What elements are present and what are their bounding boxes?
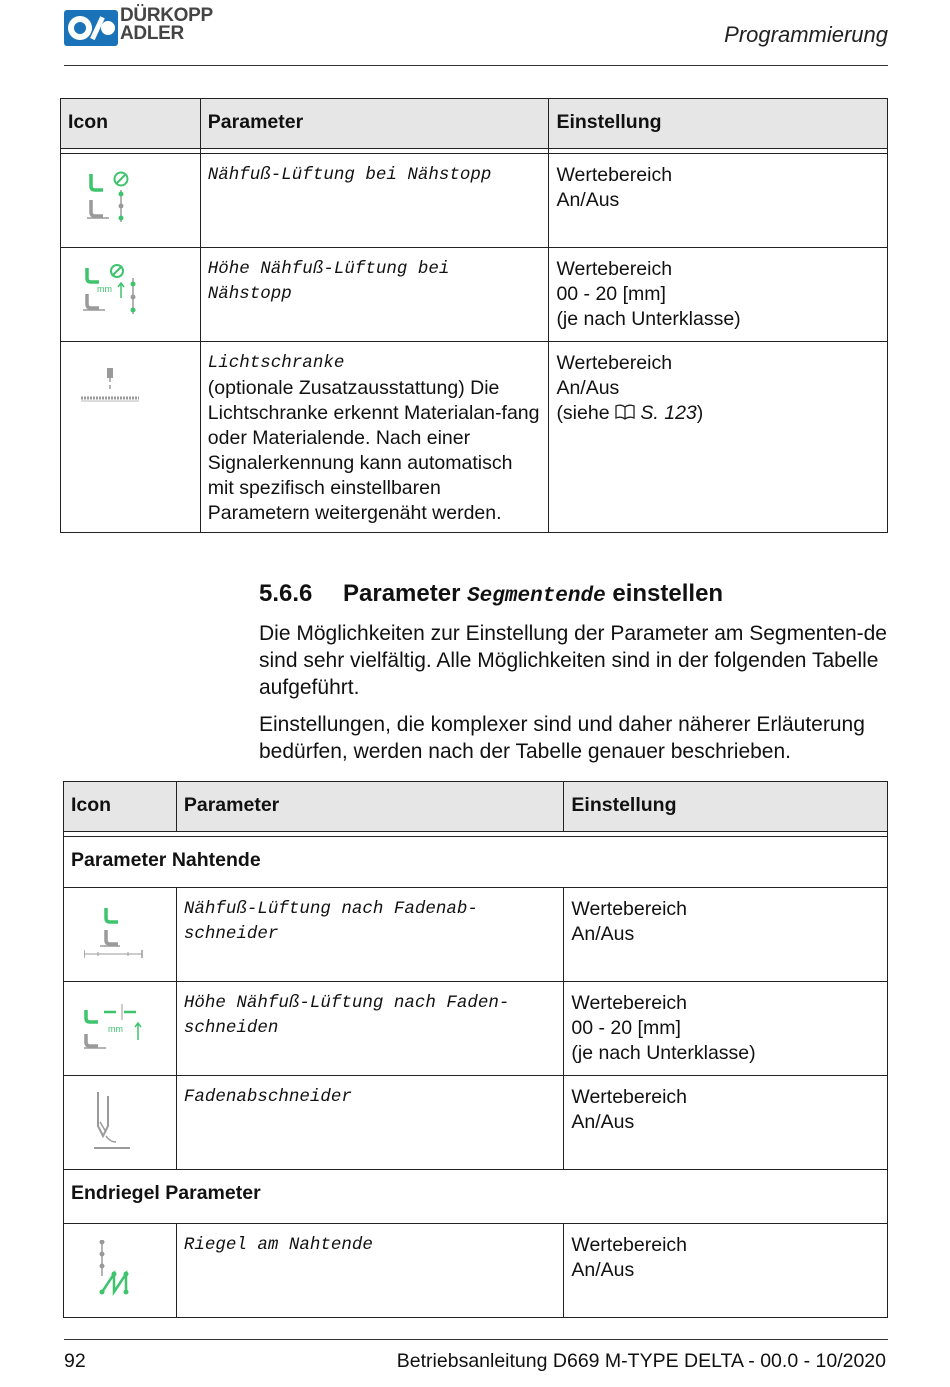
param-name: Fadenabschneider bbox=[183, 1087, 352, 1107]
setting-cell bbox=[564, 982, 888, 1076]
param-cell bbox=[176, 888, 564, 982]
group-row bbox=[64, 837, 888, 888]
brand-name bbox=[120, 7, 213, 43]
col-header-icon: Icon bbox=[64, 782, 177, 832]
section-heading bbox=[259, 580, 723, 608]
icon-cell bbox=[64, 1224, 177, 1318]
brand-line-1: DÜRKOPP bbox=[120, 5, 213, 26]
setting-label: Wertebereich bbox=[556, 352, 673, 374]
group-title-seam-end: Parameter Nahtende bbox=[64, 837, 888, 888]
reference-link[interactable]: S. 123 bbox=[640, 402, 697, 424]
setting-value: An/Aus bbox=[571, 923, 635, 945]
param-cell bbox=[200, 248, 549, 342]
setting-note: (je nach Unterklasse) bbox=[556, 308, 741, 330]
table-row bbox=[61, 342, 888, 533]
section-title-suffix: einstellen bbox=[605, 580, 724, 607]
section-paragraph-2: Einstellungen, die komplexer sind und daher näherer Erläuterung bedürfen, werden nach der Tabelle genauer beschrieben. bbox=[259, 713, 865, 763]
param-name: Nähfuß-Lüftung nach Fadenab-schneider bbox=[183, 899, 478, 944]
table-row bbox=[61, 154, 888, 248]
setting-cell bbox=[549, 248, 888, 342]
param-cell bbox=[176, 1224, 564, 1318]
setting-label: Wertebereich bbox=[571, 1234, 688, 1256]
book-icon bbox=[615, 404, 635, 420]
presser-foot-height-stop-icon bbox=[81, 264, 145, 324]
table-header-row bbox=[61, 99, 888, 149]
param-cell bbox=[200, 342, 549, 533]
footer-divider bbox=[64, 1339, 888, 1340]
svg-text:mm: mm bbox=[108, 1024, 123, 1034]
setting-label: Wertebereich bbox=[556, 258, 673, 280]
icon-cell bbox=[61, 154, 201, 248]
setting-value: An/Aus bbox=[556, 377, 620, 399]
presser-foot-lift-after-trim-icon bbox=[84, 904, 148, 964]
param-name: Höhe Nähfuß-Lüftung bei Nähstopp bbox=[207, 259, 450, 304]
section-paragraph-1: Die Möglichkeiten zur Einstellung der Parameter am Segmenten-de sind sehr vielfältig. Alle Möglichkeiten sind in der folgenden Tabelle aufgeführt. bbox=[259, 622, 887, 699]
reference-suffix: ) bbox=[696, 402, 704, 424]
param-cell bbox=[176, 982, 564, 1076]
table-header-row bbox=[64, 782, 888, 832]
section-title-prefix: Parameter bbox=[343, 580, 468, 607]
setting-cell bbox=[564, 888, 888, 982]
chapter-title: Programmierung bbox=[724, 22, 888, 47]
setting-value: 00 - 20 [mm] bbox=[556, 283, 666, 305]
setting-cell bbox=[564, 1224, 888, 1318]
table-row bbox=[64, 888, 888, 982]
setting-label: Wertebereich bbox=[571, 1086, 688, 1108]
setting-value: An/Aus bbox=[571, 1259, 635, 1281]
col-header-setting: Einstellung bbox=[549, 99, 888, 149]
param-name: Nähfuß-Lüftung bei Nähstopp bbox=[207, 165, 492, 185]
svg-text:mm: mm bbox=[97, 284, 112, 294]
presser-foot-lift-stop-icon bbox=[81, 170, 141, 230]
light-barrier-icon bbox=[81, 358, 145, 408]
param-name: Höhe Nähfuß-Lüftung nach Faden-schneiden bbox=[183, 993, 510, 1038]
param-name: Riegel am Nahtende bbox=[183, 1235, 373, 1255]
setting-label: Wertebereich bbox=[556, 164, 673, 186]
setting-cell bbox=[549, 342, 888, 533]
param-name: Lichtschranke bbox=[207, 353, 345, 373]
header-divider bbox=[64, 65, 888, 66]
brand-line-2: ADLER bbox=[120, 23, 184, 44]
icon-cell bbox=[64, 888, 177, 982]
section-title-parameter: Segmentende bbox=[467, 585, 606, 608]
col-header-parameter: Parameter bbox=[176, 782, 564, 832]
table-row bbox=[64, 1224, 888, 1318]
icon-cell bbox=[61, 342, 201, 533]
setting-value: An/Aus bbox=[556, 189, 620, 211]
setting-value: 00 - 20 [mm] bbox=[571, 1017, 681, 1039]
document-title: Betriebsanleitung D669 M-TYPE DELTA - 00.0 - 10/2020 bbox=[396, 1350, 886, 1372]
setting-cell bbox=[549, 154, 888, 248]
param-cell bbox=[200, 154, 549, 248]
table-row bbox=[61, 248, 888, 342]
col-header-icon: Icon bbox=[61, 99, 201, 149]
param-description: (optionale Zusatzausstattung) Die Lichtschranke erkennt Materialan-fang oder Materialende. Nach einer Signalerkennung kann automatisch mit spezifisch einstellbaren Parametern weitergenäht werden. bbox=[207, 377, 540, 524]
page-number: 92 bbox=[64, 1350, 86, 1372]
page-reference bbox=[556, 401, 880, 426]
setting-label: Wertebereich bbox=[571, 992, 688, 1014]
parameter-table-1 bbox=[60, 98, 888, 533]
param-cell bbox=[176, 1076, 564, 1170]
icon-cell bbox=[64, 982, 177, 1076]
setting-note: (je nach Unterklasse) bbox=[571, 1042, 756, 1064]
presser-foot-height-after-trim-icon bbox=[84, 998, 148, 1058]
col-header-parameter: Parameter bbox=[200, 99, 549, 149]
table-row bbox=[64, 982, 888, 1076]
col-header-setting: Einstellung bbox=[564, 782, 888, 832]
icon-cell bbox=[64, 1076, 177, 1170]
parameter-table-2 bbox=[63, 781, 888, 1318]
thread-trimmer-icon bbox=[84, 1092, 148, 1156]
setting-value: An/Aus bbox=[571, 1111, 635, 1133]
setting-label: Wertebereich bbox=[571, 898, 688, 920]
icon-cell bbox=[61, 248, 201, 342]
setting-cell bbox=[564, 1076, 888, 1170]
table-row bbox=[64, 1076, 888, 1170]
logo-mark-icon bbox=[64, 8, 120, 48]
reference-prefix: (siehe bbox=[556, 402, 615, 424]
group-row bbox=[64, 1170, 888, 1224]
section-number: 5.6.6 bbox=[259, 580, 313, 607]
group-title-end-bartack: Endriegel Parameter bbox=[64, 1170, 888, 1224]
end-bartack-icon bbox=[84, 1240, 148, 1304]
